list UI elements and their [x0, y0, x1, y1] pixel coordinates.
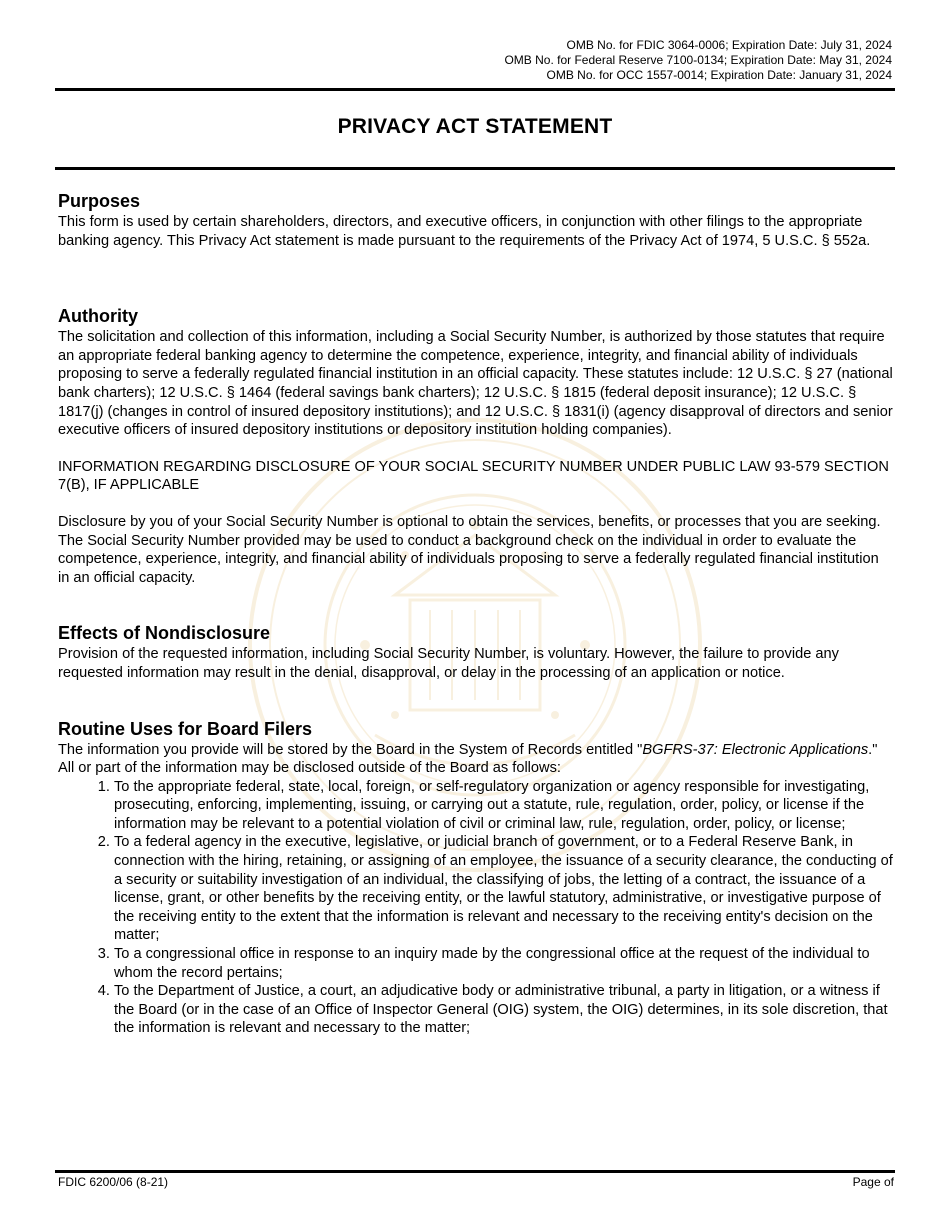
page-number: Page of: [852, 1175, 894, 1189]
page-title: PRIVACY ACT STATEMENT: [337, 115, 613, 138]
omb-numbers: [504, 38, 892, 83]
purposes-text: This form is used by certain shareholders, directors, and executive officers, in conjunction with other filings to the appropriate banking agency. This Privacy Act statement is made pursuant to the requirements of the Privacy Act of 1974, 5 U.S.C. § 552a.: [58, 214, 871, 249]
omb-line-fdic: OMB No. for FDIC 3064-0006; Expiration Date: July 31, 2024: [566, 38, 892, 52]
list-item: 4. To the Department of Justice, a court, an adjudicative body or administrative tribunal, a party in litigation, or a witness if the Board (or in the case of an Office of Inspector General (OIG) system, the OIG) determines, in its sole discretion, that the information is relevant and necessary to the matter;: [114, 982, 894, 1038]
omb-line-occ: OMB No. for OCC 1557-0014; Expiration Date: January 31, 2024: [546, 68, 892, 82]
title-rule: [55, 167, 895, 170]
purposes-heading: Purposes: [58, 191, 141, 211]
authority-heading: Authority: [58, 306, 138, 327]
routine-uses-intro: The information you provide will be stored by the Board in the System of Records entitled "BGFRS-37: Electronic Applications." All or part of the information may be disclosed outside of the Board as follows:: [58, 741, 878, 777]
list-item: 2. To a federal agency in the executive, legislative, or judicial branch of government, or to a Federal Reserve Bank, in connection with the hiring, retaining, or assigning of an employee, the issuance of a security clearance, the conducting of a security or suitability investigation of an individual, the classifying of jobs, the letting of a contract, the issuance of a license, grant, or other benefits by the receiving entity, or the lawful statutory, administrative, or investigative purpose of the receiving entity to the extent that the information is relevant and necessary to the receiving entity's decision on the matter;: [114, 833, 894, 945]
ssn-disclosure-text: Disclosure by you of your Social Security Number is optional to obtain the services, benefits, or processes that you are seeking. The Social Security Number provided may be used to conduct a background check on the individual in order to evaluate the competence, experience, integrity, and financial ability of individuals proposing to serve a federally regulated financial institution in an official capacity.: [58, 513, 881, 586]
routine-uses-heading: Routine Uses for Board Filers: [58, 718, 313, 739]
system-of-records-name: BGFRS-37: Electronic Applications: [642, 741, 869, 758]
list-item: 3. To a congressional office in response to an inquiry made by the congressional office at the request of the individual to whom the record pertains;: [114, 945, 894, 982]
form-id: FDIC 6200/06 (8-21): [58, 1175, 169, 1189]
footer-rule: [55, 1170, 895, 1173]
ssn-disclosure-heading: INFORMATION REGARDING DISCLOSURE OF YOUR SOCIAL SECURITY NUMBER UNDER PUBLIC LAW 93-579 SECTION 7(B), IF APPLICABLE: [58, 458, 889, 494]
authority-text: The solicitation and collection of this information, including a Social Security Number, is authorized by those statutes that require an appropriate federal banking agency to determine the competence, experience, integrity, and financial ability of individuals proposing to serve a federally regulated financial institution in an official capacity. These statutes include: 12 U.S.C. § 27 (national bank charters); 12 U.S.C. § 1464 (federal savings bank charters); 12 U.S.C. § 1815 (federal deposit insurance); 12 U.S.C. § 1817(j) (changes in control of insured depository institutions); and 12 U.S.C. § 1831(i) (agency disapproval of directors and senior executive officers of insured depository institutions or depository institution holding companies).: [58, 329, 893, 439]
statement-body: [58, 190, 894, 1038]
routine-uses-list: [58, 778, 894, 1038]
list-item: 1. To the appropriate federal, state, local, foreign, or self-regulatory organization or agency responsible for investigating, prosecuting, enforcing, implementing, issuing, or carrying out a statute, rule, regulation, order, policy, or license if the information may be relevant to a potential violation of civil or criminal law, rule, regulation, order, policy, or license;: [114, 778, 894, 834]
omb-line-fed: OMB No. for Federal Reserve 7100-0134; Expiration Date: May 31, 2024: [504, 53, 892, 67]
top-rule: [55, 88, 895, 91]
effects-text: Provision of the requested information, including Social Security Number, is voluntary. However, the failure to provide any requested information may result in the denial, disapproval, or delay in the processing of an application or notice.: [58, 646, 839, 681]
effects-heading: Effects of Nondisclosure: [58, 623, 271, 644]
